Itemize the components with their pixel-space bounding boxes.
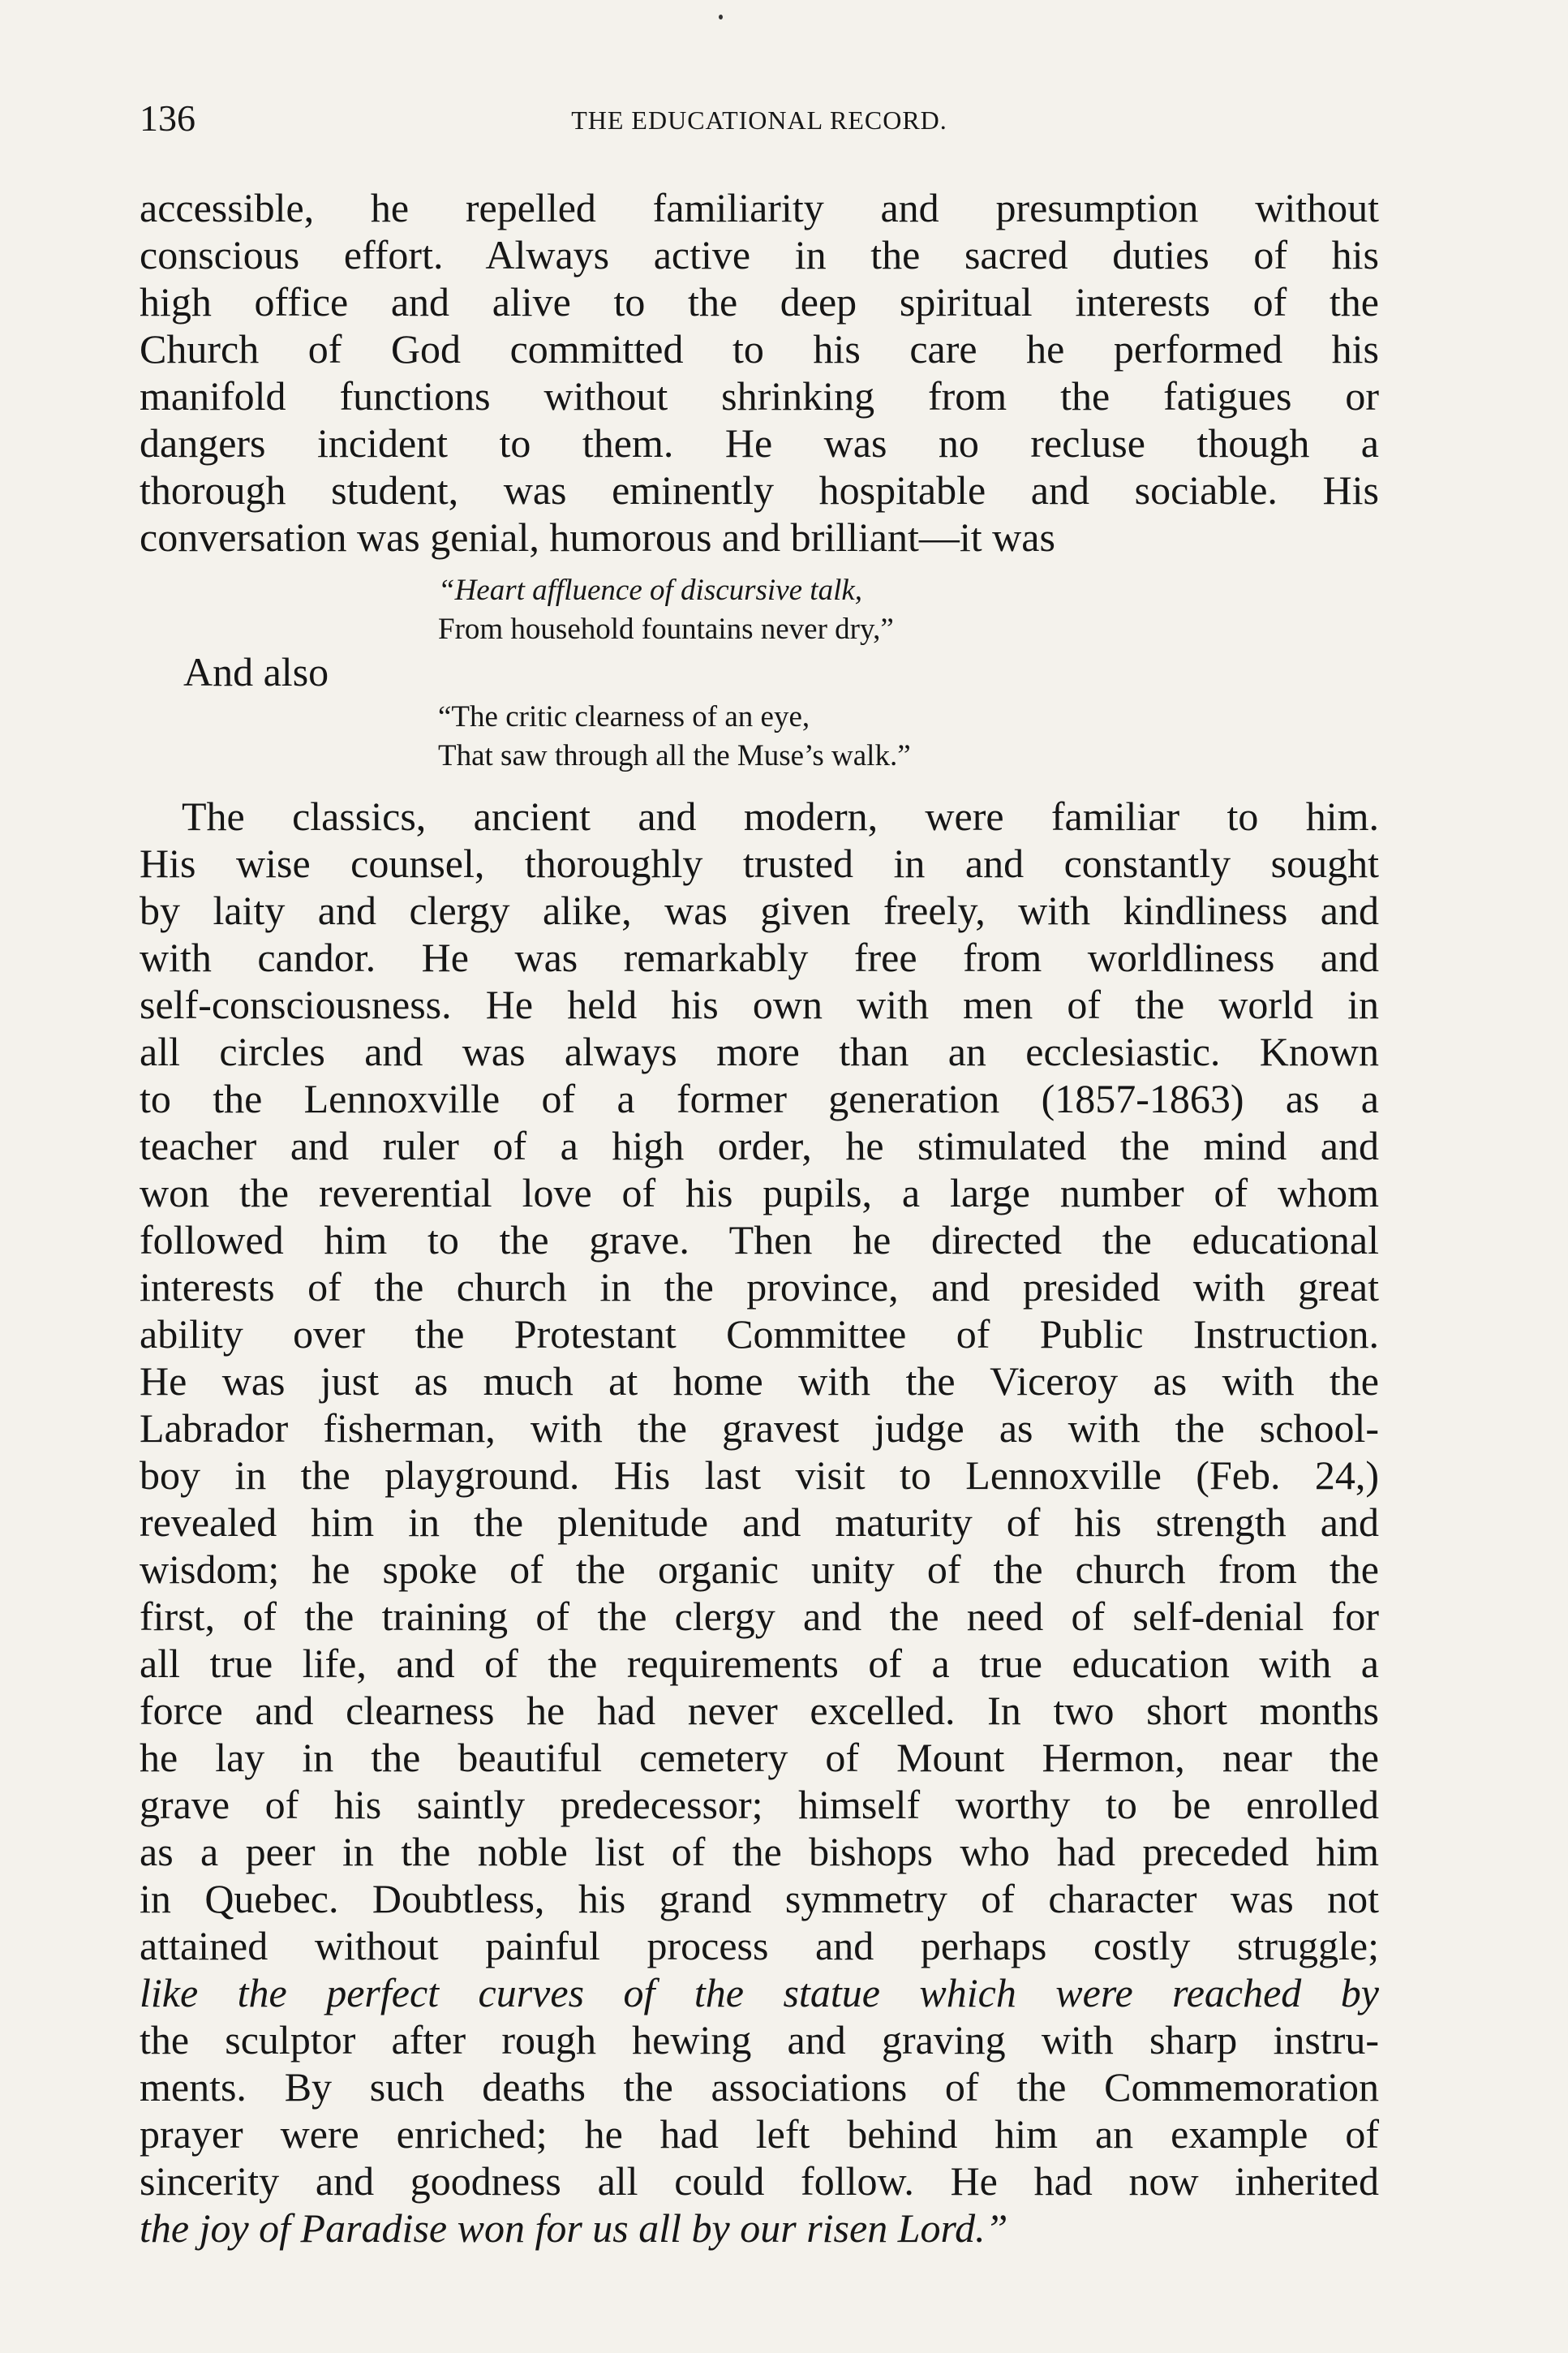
ink-speck [719, 15, 723, 19]
body-line: boy in the playground. His last visit to Lennoxville (Feb. 24,) [140, 1452, 1379, 1498]
body-line: to the Lennoxville of a former generation (1857-1863) as a [140, 1076, 1379, 1121]
body-line: prayer were enriched; he had left behind him an example of [140, 2111, 1379, 2157]
body-line: all true life, and of the requirements of a true education with a [140, 1641, 1379, 1686]
body-line: all circles and was always more than an ecclesiastic. Known [140, 1029, 1379, 1074]
body-line: The classics, ancient and modern, were familiar to him. [182, 794, 1379, 839]
body-line: ability over the Protestant Committee of Public Instruction. [140, 1311, 1379, 1357]
body-line: Labrador fisherman, with the gravest judge as with the school- [140, 1405, 1379, 1451]
body-line: dangers incident to them. He was no recluse though a [140, 420, 1379, 466]
body-line: sincerity and goodness all could follow. He had now inherited [140, 2158, 1379, 2204]
page-header [140, 96, 1379, 144]
body-line: self-consciousness. He held his own with men of the world in [140, 982, 1379, 1027]
connector-text: And also [183, 649, 329, 695]
body-line: attained without painful process and perhaps costly struggle; [140, 1923, 1379, 1968]
body-line: like the perfect curves of the statue which were reached by [140, 1970, 1379, 2015]
body-line: teacher and ruler of a high order, he stimulated the mind and [140, 1123, 1379, 1168]
body-line: high office and alive to the deep spiritual interests of the [140, 279, 1379, 325]
body-line: grave of his saintly predecessor; himself worthy to be enrolled [140, 1782, 1379, 1827]
verse-line: “The critic clearness of an eye, [438, 700, 810, 733]
body-line: His wise counsel, thoroughly trusted in and constantly sought [140, 841, 1379, 886]
running-head: THE EDUCATIONAL RECORD. [571, 105, 947, 135]
verse-line: That saw through all the Muse’s walk.” [438, 739, 911, 772]
body-line: he lay in the beautiful cemetery of Mount Hermon, near the [140, 1735, 1379, 1780]
body-line: by laity and clergy alike, was given freely, with kindliness and [140, 888, 1379, 933]
body-line: ments. By such deaths the associations of the Commemoration [140, 2064, 1379, 2110]
body-line: accessible, he repelled familiarity and presumption without [140, 185, 1379, 230]
body-line: Church of God committed to his care he performed his [140, 326, 1379, 372]
body-line: manifold functions without shrinking from the fatigues or [140, 373, 1379, 419]
verse-line: From household fountains never dry,” [438, 613, 894, 646]
body-line: followed him to the grave. Then he directed the educational [140, 1217, 1379, 1263]
verse-line: “Heart affluence of discursive talk, [438, 574, 863, 607]
body-line: revealed him in the plenitude and maturity of his strength and [140, 1499, 1379, 1545]
body-line: as a peer in the noble list of the bishops who had preceded him [140, 1829, 1379, 1874]
body-line: won the reverential love of his pupils, a large number of whom [140, 1170, 1379, 1215]
body-line: in Quebec. Doubtless, his grand symmetry of character was not [140, 1876, 1379, 1921]
body-line: with candor. He was remarkably free from worldliness and [140, 935, 1379, 980]
body-line: thorough student, was eminently hospitable and sociable. His [140, 467, 1379, 513]
body-line: conversation was genial, humorous and brilliant—it was [140, 514, 1055, 560]
body-line: first, of the training of the clergy and the need of self-denial for [140, 1594, 1379, 1639]
body-line: the sculptor after rough hewing and graving with sharp instru- [140, 2017, 1379, 2063]
body-line: interests of the church in the province, and presided with great [140, 1264, 1379, 1310]
body-line: He was just as much at home with the Viceroy as with the [140, 1358, 1379, 1404]
page-number: 136 [140, 97, 195, 139]
body-line: the joy of Paradise won for us all by our risen Lord.” [140, 2205, 1008, 2251]
body-line: force and clearness he had never excelled. In two short months [140, 1688, 1379, 1733]
body-line: wisdom; he spoke of the organic unity of the church from the [140, 1546, 1379, 1592]
body-line: conscious effort. Always active in the sacred duties of his [140, 232, 1379, 277]
